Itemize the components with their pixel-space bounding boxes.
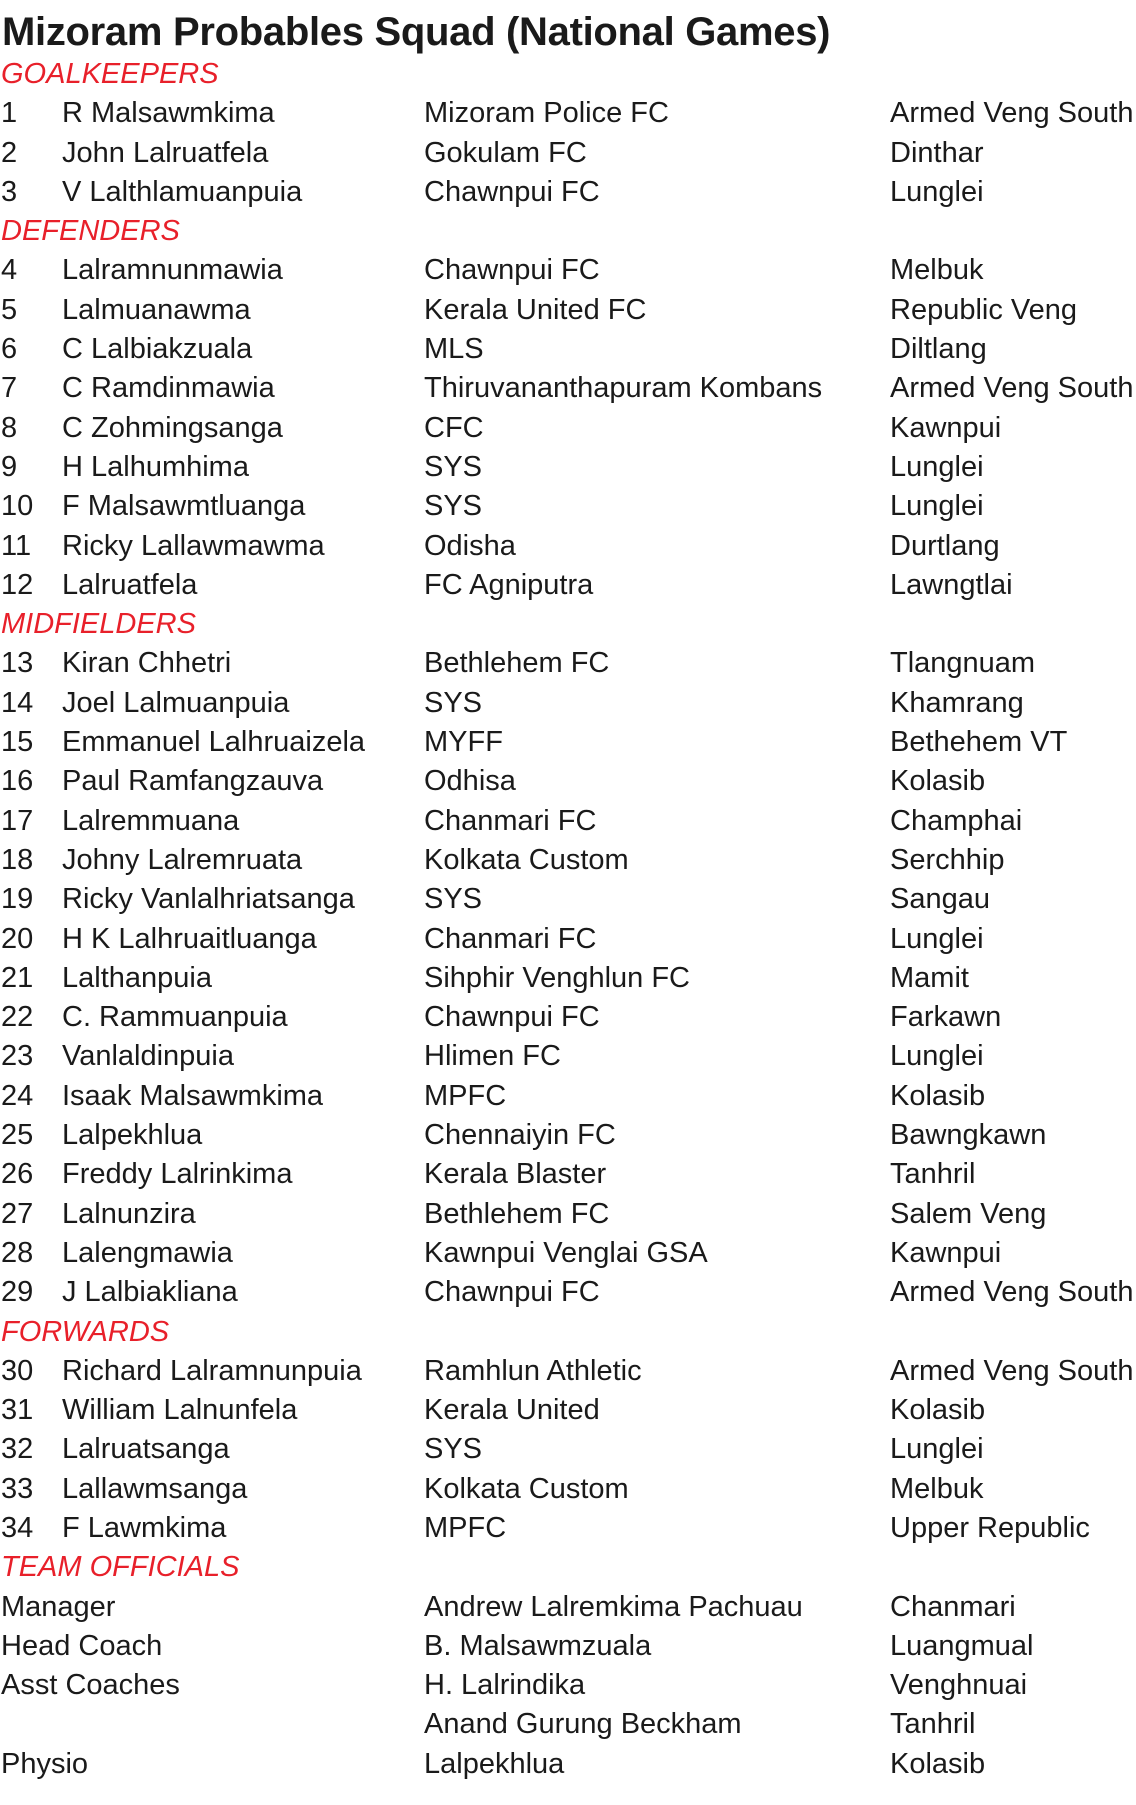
player-name: Lalramnunmawia: [62, 254, 283, 287]
official-locality: Chanmari: [890, 1590, 1016, 1623]
player-name: Ricky Vanlalhriatsanga: [62, 883, 355, 916]
player-locality: Lawngtlai: [890, 568, 1013, 601]
player-number: 23: [1, 1040, 34, 1073]
player-name: Ricky Lallawmawma: [62, 529, 325, 562]
player-number: 33: [1, 1472, 34, 1505]
player-club: Kawnpui Venglai GSA: [424, 1236, 708, 1269]
player-row: [0, 1155, 1136, 1194]
player-name: John Lalruatfela: [62, 136, 269, 169]
player-locality: Sangau: [890, 883, 990, 916]
official-role: Head Coach: [1, 1629, 163, 1662]
player-number: 24: [1, 1079, 34, 1112]
player-number: 18: [1, 843, 34, 876]
player-locality: Armed Veng South: [890, 1354, 1134, 1387]
player-club: Thiruvananthapuram Kombans: [424, 372, 823, 405]
player-row: [0, 841, 1136, 880]
player-number: 22: [1, 1001, 34, 1034]
player-locality: Tlangnuam: [890, 647, 1036, 680]
player-club: Gokulam FC: [424, 136, 587, 169]
player-club: Chawnpui FC: [424, 175, 600, 208]
player-locality: Lunglei: [890, 1040, 984, 1073]
player-row: [0, 291, 1136, 330]
official-name: H. Lalrindika: [424, 1669, 586, 1702]
player-name: Lalruatsanga: [62, 1433, 230, 1466]
player-locality: Melbuk: [890, 254, 984, 287]
player-club: Bethlehem FC: [424, 647, 610, 680]
player-row: [0, 959, 1136, 998]
player-number: 31: [1, 1394, 34, 1427]
player-club: Kerala United FC: [424, 293, 647, 326]
player-row: [0, 684, 1136, 723]
player-name: Freddy Lalrinkima: [62, 1158, 293, 1191]
player-name: Lalnunzira: [62, 1197, 196, 1230]
player-number: 21: [1, 961, 34, 994]
official-name: Andrew Lalremkima Pachuau: [424, 1590, 803, 1623]
player-row: [0, 134, 1136, 173]
official-row: [0, 1705, 1136, 1744]
player-name: Lalmuanawma: [62, 293, 251, 326]
player-number: 26: [1, 1158, 34, 1191]
player-row: [0, 723, 1136, 762]
player-club: Chanmari FC: [424, 804, 597, 837]
player-row: [0, 448, 1136, 487]
player-row: [0, 173, 1136, 212]
player-name: Richard Lalramnunpuia: [62, 1354, 362, 1387]
player-number: 7: [1, 372, 18, 405]
player-locality: Upper Republic: [890, 1511, 1090, 1544]
player-club: Sihphir Venghlun FC: [424, 961, 690, 994]
section-heading: DEFENDERS: [1, 215, 180, 248]
player-row: [0, 880, 1136, 919]
player-row: [0, 762, 1136, 801]
player-row: [0, 94, 1136, 133]
player-name: Lalremmuana: [62, 804, 240, 837]
player-club: Chawnpui FC: [424, 1276, 600, 1309]
player-name: Lalpekhlua: [62, 1119, 203, 1152]
player-club: CFC: [424, 411, 484, 444]
player-club: Hlimen FC: [424, 1040, 561, 1073]
player-club: FC Agniputra: [424, 568, 594, 601]
player-row: [0, 1352, 1136, 1391]
player-locality: Melbuk: [890, 1472, 984, 1505]
player-locality: Bawngkawn: [890, 1119, 1047, 1152]
player-club: Kolkata Custom: [424, 1472, 629, 1505]
player-locality: Tanhril: [890, 1158, 976, 1191]
player-number: 12: [1, 568, 34, 601]
player-number: 14: [1, 686, 34, 719]
player-row: [0, 998, 1136, 1037]
player-club: Chawnpui FC: [424, 254, 600, 287]
player-number: 29: [1, 1276, 34, 1309]
player-locality: Kawnpui: [890, 1236, 1002, 1269]
player-name: C Zohmingsanga: [62, 411, 283, 444]
official-role: Physio: [1, 1747, 89, 1780]
official-row: [0, 1588, 1136, 1627]
player-locality: Kolasib: [890, 1079, 986, 1112]
player-name: Lallawmsanga: [62, 1472, 248, 1505]
player-row: [0, 1391, 1136, 1430]
player-row: [0, 1037, 1136, 1076]
player-row: [0, 1234, 1136, 1273]
player-club: Chanmari FC: [424, 922, 597, 955]
player-number: 4: [1, 254, 18, 287]
player-name: F Malsawmtluanga: [62, 490, 306, 523]
player-locality: Kawnpui: [890, 411, 1002, 444]
player-row: [0, 566, 1136, 605]
page-title: Mizoram Probables Squad (National Games): [2, 10, 831, 54]
player-name: Johny Lalremruata: [62, 843, 303, 876]
player-number: 5: [1, 293, 18, 326]
player-row: [0, 920, 1136, 959]
player-number: 10: [1, 490, 34, 523]
player-club: Kerala United: [424, 1394, 600, 1427]
section-heading: GOALKEEPERS: [1, 58, 219, 90]
player-name: Joel Lalmuanpuia: [62, 686, 290, 719]
player-number: 17: [1, 804, 34, 837]
player-number: 16: [1, 765, 34, 798]
official-name: Anand Gurung Beckham: [424, 1708, 742, 1741]
official-row: [0, 1627, 1136, 1666]
player-row: [0, 1077, 1136, 1116]
player-name: Isaak Malsawmkima: [62, 1079, 324, 1112]
player-row: [0, 802, 1136, 841]
player-club: Chawnpui FC: [424, 1001, 600, 1034]
player-row: [0, 251, 1136, 290]
player-name: Lalthanpuia: [62, 961, 212, 994]
player-name: J Lalbiakliana: [62, 1276, 238, 1309]
player-locality: Mamit: [890, 961, 969, 994]
player-name: Vanlaldinpuia: [62, 1040, 234, 1073]
player-number: 3: [1, 175, 18, 208]
player-locality: Diltlang: [890, 333, 987, 366]
player-number: 2: [1, 136, 18, 169]
section-heading: MIDFIELDERS: [1, 608, 196, 641]
player-name: Lalruatfela: [62, 568, 198, 601]
player-locality: Serchhip: [890, 843, 1005, 876]
player-row: [0, 1430, 1136, 1469]
player-club: MLS: [424, 333, 484, 366]
player-club: SYS: [424, 686, 483, 719]
player-club: Kolkata Custom: [424, 843, 629, 876]
player-locality: Durtlang: [890, 529, 1000, 562]
player-row: [0, 1273, 1136, 1312]
player-row: [0, 1470, 1136, 1509]
player-name: V Lalthlamuanpuia: [62, 175, 303, 208]
official-role: Manager: [1, 1590, 116, 1623]
player-number: 13: [1, 647, 34, 680]
player-club: Kerala Blaster: [424, 1158, 607, 1191]
player-name: C. Rammuanpuia: [62, 1001, 288, 1034]
player-club: Chennaiyin FC: [424, 1119, 616, 1152]
official-name: B. Malsawmzuala: [424, 1629, 652, 1662]
player-row: [0, 369, 1136, 408]
player-locality: Bethehem VT: [890, 726, 1068, 759]
player-number: 9: [1, 450, 18, 483]
player-row: [0, 1116, 1136, 1155]
official-name: Lalpekhlua: [424, 1747, 565, 1780]
player-locality: Armed Veng South: [890, 97, 1134, 130]
player-number: 32: [1, 1433, 34, 1466]
player-name: William Lalnunfela: [62, 1394, 298, 1427]
player-number: 8: [1, 411, 18, 444]
player-locality: Lunglei: [890, 450, 984, 483]
player-club: SYS: [424, 883, 483, 916]
official-locality: Venghnuai: [890, 1669, 1028, 1702]
player-locality: Dinthar: [890, 136, 984, 169]
player-number: 15: [1, 726, 34, 759]
player-club: SYS: [424, 1433, 483, 1466]
player-club: SYS: [424, 490, 483, 523]
player-number: 20: [1, 922, 34, 955]
player-club: MPFC: [424, 1511, 507, 1544]
player-club: Odhisa: [424, 765, 516, 798]
player-club: Bethlehem FC: [424, 1197, 610, 1230]
player-row: [0, 1195, 1136, 1234]
player-number: 28: [1, 1236, 34, 1269]
squad-list: [0, 55, 1136, 1784]
player-club: Odisha: [424, 529, 516, 562]
player-name: C Ramdinmawia: [62, 372, 275, 405]
player-row: [0, 644, 1136, 683]
section-heading: TEAM OFFICIALS: [1, 1551, 240, 1584]
player-number: 6: [1, 333, 18, 366]
player-name: C Lalbiakzuala: [62, 333, 253, 366]
player-name: R Malsawmkima: [62, 97, 275, 130]
player-row: [0, 487, 1136, 526]
player-number: 1: [1, 97, 18, 130]
player-number: 34: [1, 1511, 34, 1544]
official-row: [0, 1666, 1136, 1705]
player-locality: Farkawn: [890, 1001, 1002, 1034]
player-row: [0, 527, 1136, 566]
player-locality: Lunglei: [890, 922, 984, 955]
player-locality: Armed Veng South: [890, 372, 1134, 405]
player-row: [0, 1509, 1136, 1548]
player-club: SYS: [424, 450, 483, 483]
player-locality: Kolasib: [890, 765, 986, 798]
official-row: [0, 1745, 1136, 1784]
player-row: [0, 330, 1136, 369]
official-role: Asst Coaches: [1, 1669, 180, 1702]
player-club: Mizoram Police FC: [424, 97, 669, 130]
player-locality: Lunglei: [890, 490, 984, 523]
official-locality: Luangmual: [890, 1629, 1034, 1662]
player-club: Ramhlun Athletic: [424, 1354, 642, 1387]
player-row: [0, 409, 1136, 448]
official-locality: Tanhril: [890, 1708, 976, 1741]
player-club: MYFF: [424, 726, 503, 759]
player-locality: Khamrang: [890, 686, 1024, 719]
player-club: MPFC: [424, 1079, 507, 1112]
player-locality: Republic Veng: [890, 293, 1078, 326]
player-name: H Lalhumhima: [62, 450, 249, 483]
player-locality: Lunglei: [890, 1433, 984, 1466]
player-number: 11: [1, 529, 32, 562]
player-locality: Lunglei: [890, 175, 984, 208]
official-locality: Kolasib: [890, 1747, 986, 1780]
player-name: Paul Ramfangzauva: [62, 765, 324, 798]
player-name: Kiran Chhetri: [62, 647, 232, 680]
player-name: H K Lalhruaitluanga: [62, 922, 317, 955]
player-number: 25: [1, 1119, 34, 1152]
player-name: F Lawmkima: [62, 1511, 227, 1544]
player-locality: Kolasib: [890, 1394, 986, 1427]
player-name: Lalengmawia: [62, 1236, 233, 1269]
player-name: Emmanuel Lalhruaizela: [62, 726, 366, 759]
section-heading: FORWARDS: [1, 1315, 170, 1348]
player-number: 19: [1, 883, 34, 916]
player-number: 30: [1, 1354, 34, 1387]
player-number: 27: [1, 1197, 34, 1230]
player-locality: Armed Veng South: [890, 1276, 1134, 1309]
player-locality: Champhai: [890, 804, 1023, 837]
player-locality: Salem Veng: [890, 1197, 1047, 1230]
